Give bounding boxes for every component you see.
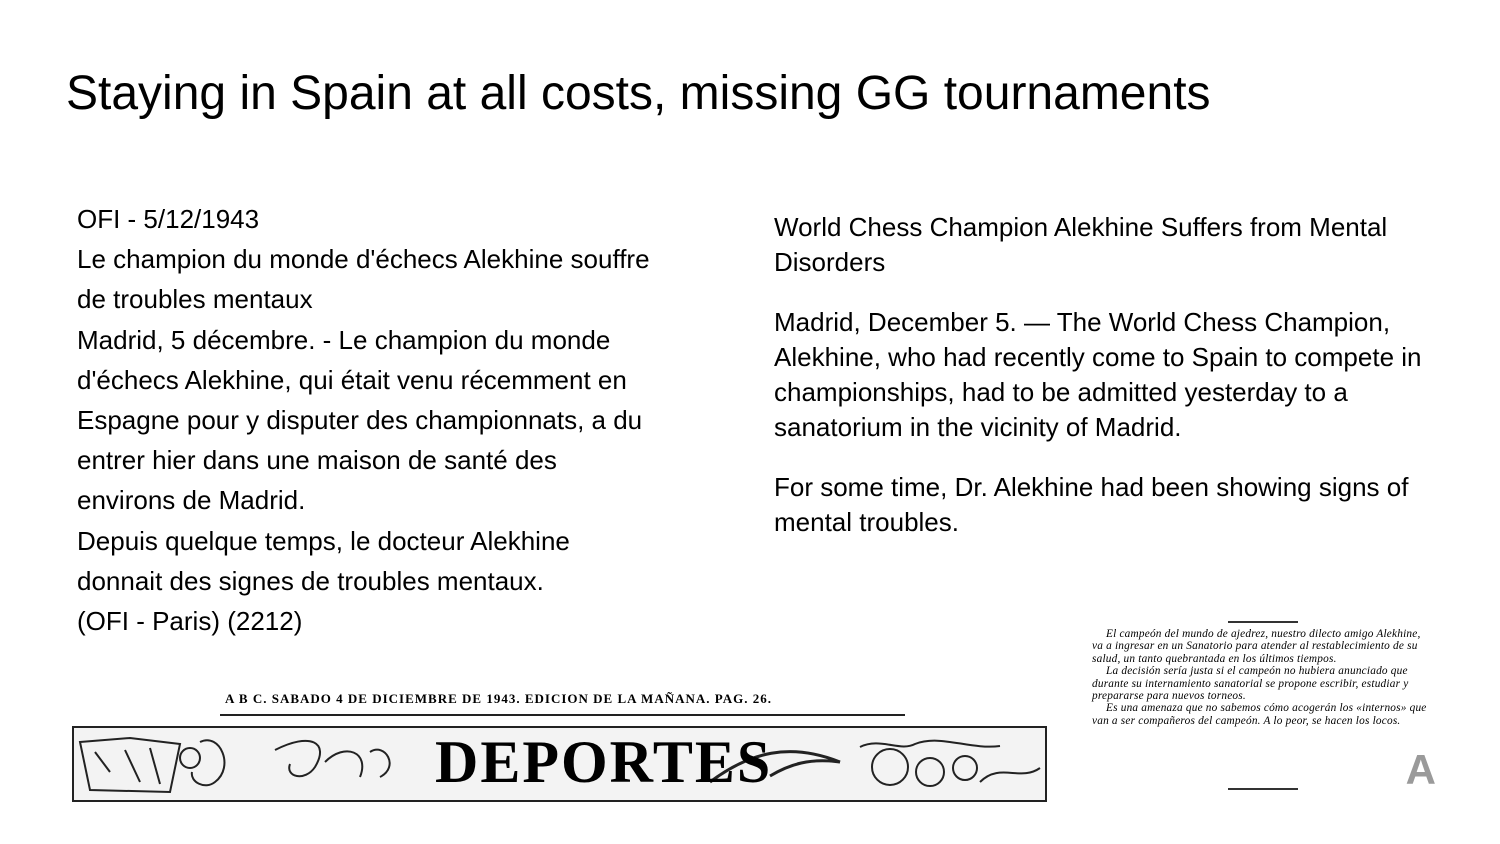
french-line: (OFI - Paris) (2212): [77, 606, 303, 637]
french-line: environs de Madrid.: [77, 485, 306, 516]
abc-newspaper-clipping: [70, 672, 1055, 807]
french-line: donnait des signes de troubles mentaux.: [77, 565, 544, 596]
spanish-paragraph: El campeón del mundo de ajedrez, nuestro dilecto amigo Alekhine, va a ingresar en un Sanatorio para atender al restablecimiento de su salud, un tanto quebrantada en los últimos tiempos.: [1092, 628, 1421, 665]
clipping-rule: [1228, 788, 1298, 790]
source-logo: A: [1405, 746, 1436, 793]
french-line: de troubles mentaux: [77, 284, 313, 315]
spanish-article-text: [1092, 628, 1434, 727]
french-line: Madrid, 5 décembre. - Le champion du monde: [77, 324, 611, 355]
french-article: [77, 199, 732, 641]
english-paragraph: Madrid, December 5. — The World Chess Champion, Alekhine, who had recently come to Spain to compete in championships, had to be admitted yesterday to a sanatorium in the vicinity of Madrid.: [774, 307, 1422, 442]
french-line: Depuis quelque temps, le docteur Alekhine: [77, 525, 570, 556]
spanish-newspaper-clipping: [1088, 618, 1438, 796]
spanish-paragraph: La decisión sería justa si el campeón no hubiera anunciado que durante su internamiento sanatorial se propone escribir, estudiar y prepararse para nuevos torneos.: [1092, 665, 1409, 703]
slide-title: Staying in Spain at all costs, missing GG tournaments: [66, 67, 1211, 120]
abc-dateline: A B C. SABADO 4 DE DICIEMBRE DE 1943. EDICION DE LA MAÑANA. PAG. 26.: [225, 691, 772, 706]
english-translation: [774, 210, 1434, 565]
french-line: entrer hier dans une maison de santé des: [77, 445, 557, 476]
french-line: d'échecs Alekhine, qui était venu récemment en: [77, 364, 627, 395]
french-line: OFI - 5/12/1943: [77, 204, 260, 234]
abc-banner-title: DEPORTES: [435, 729, 773, 795]
english-headline: World Chess Champion Alekhine Suffers from Mental Disorders: [774, 212, 1388, 277]
french-line: Espagne pour y disputer des championnats, a du: [77, 405, 643, 436]
clipping-rule: [1228, 621, 1298, 623]
spanish-paragraph: Es una amenaza que no sabemos cómo acogerán los «internos» que van a ser compañeros del campeón. A lo peor, se hacen los locos.: [1092, 702, 1427, 727]
english-paragraph: For some time, Dr. Alekhine had been showing signs of mental troubles.: [774, 472, 1409, 537]
french-line: Le champion du monde d'échecs Alekhine souffre: [77, 244, 650, 275]
